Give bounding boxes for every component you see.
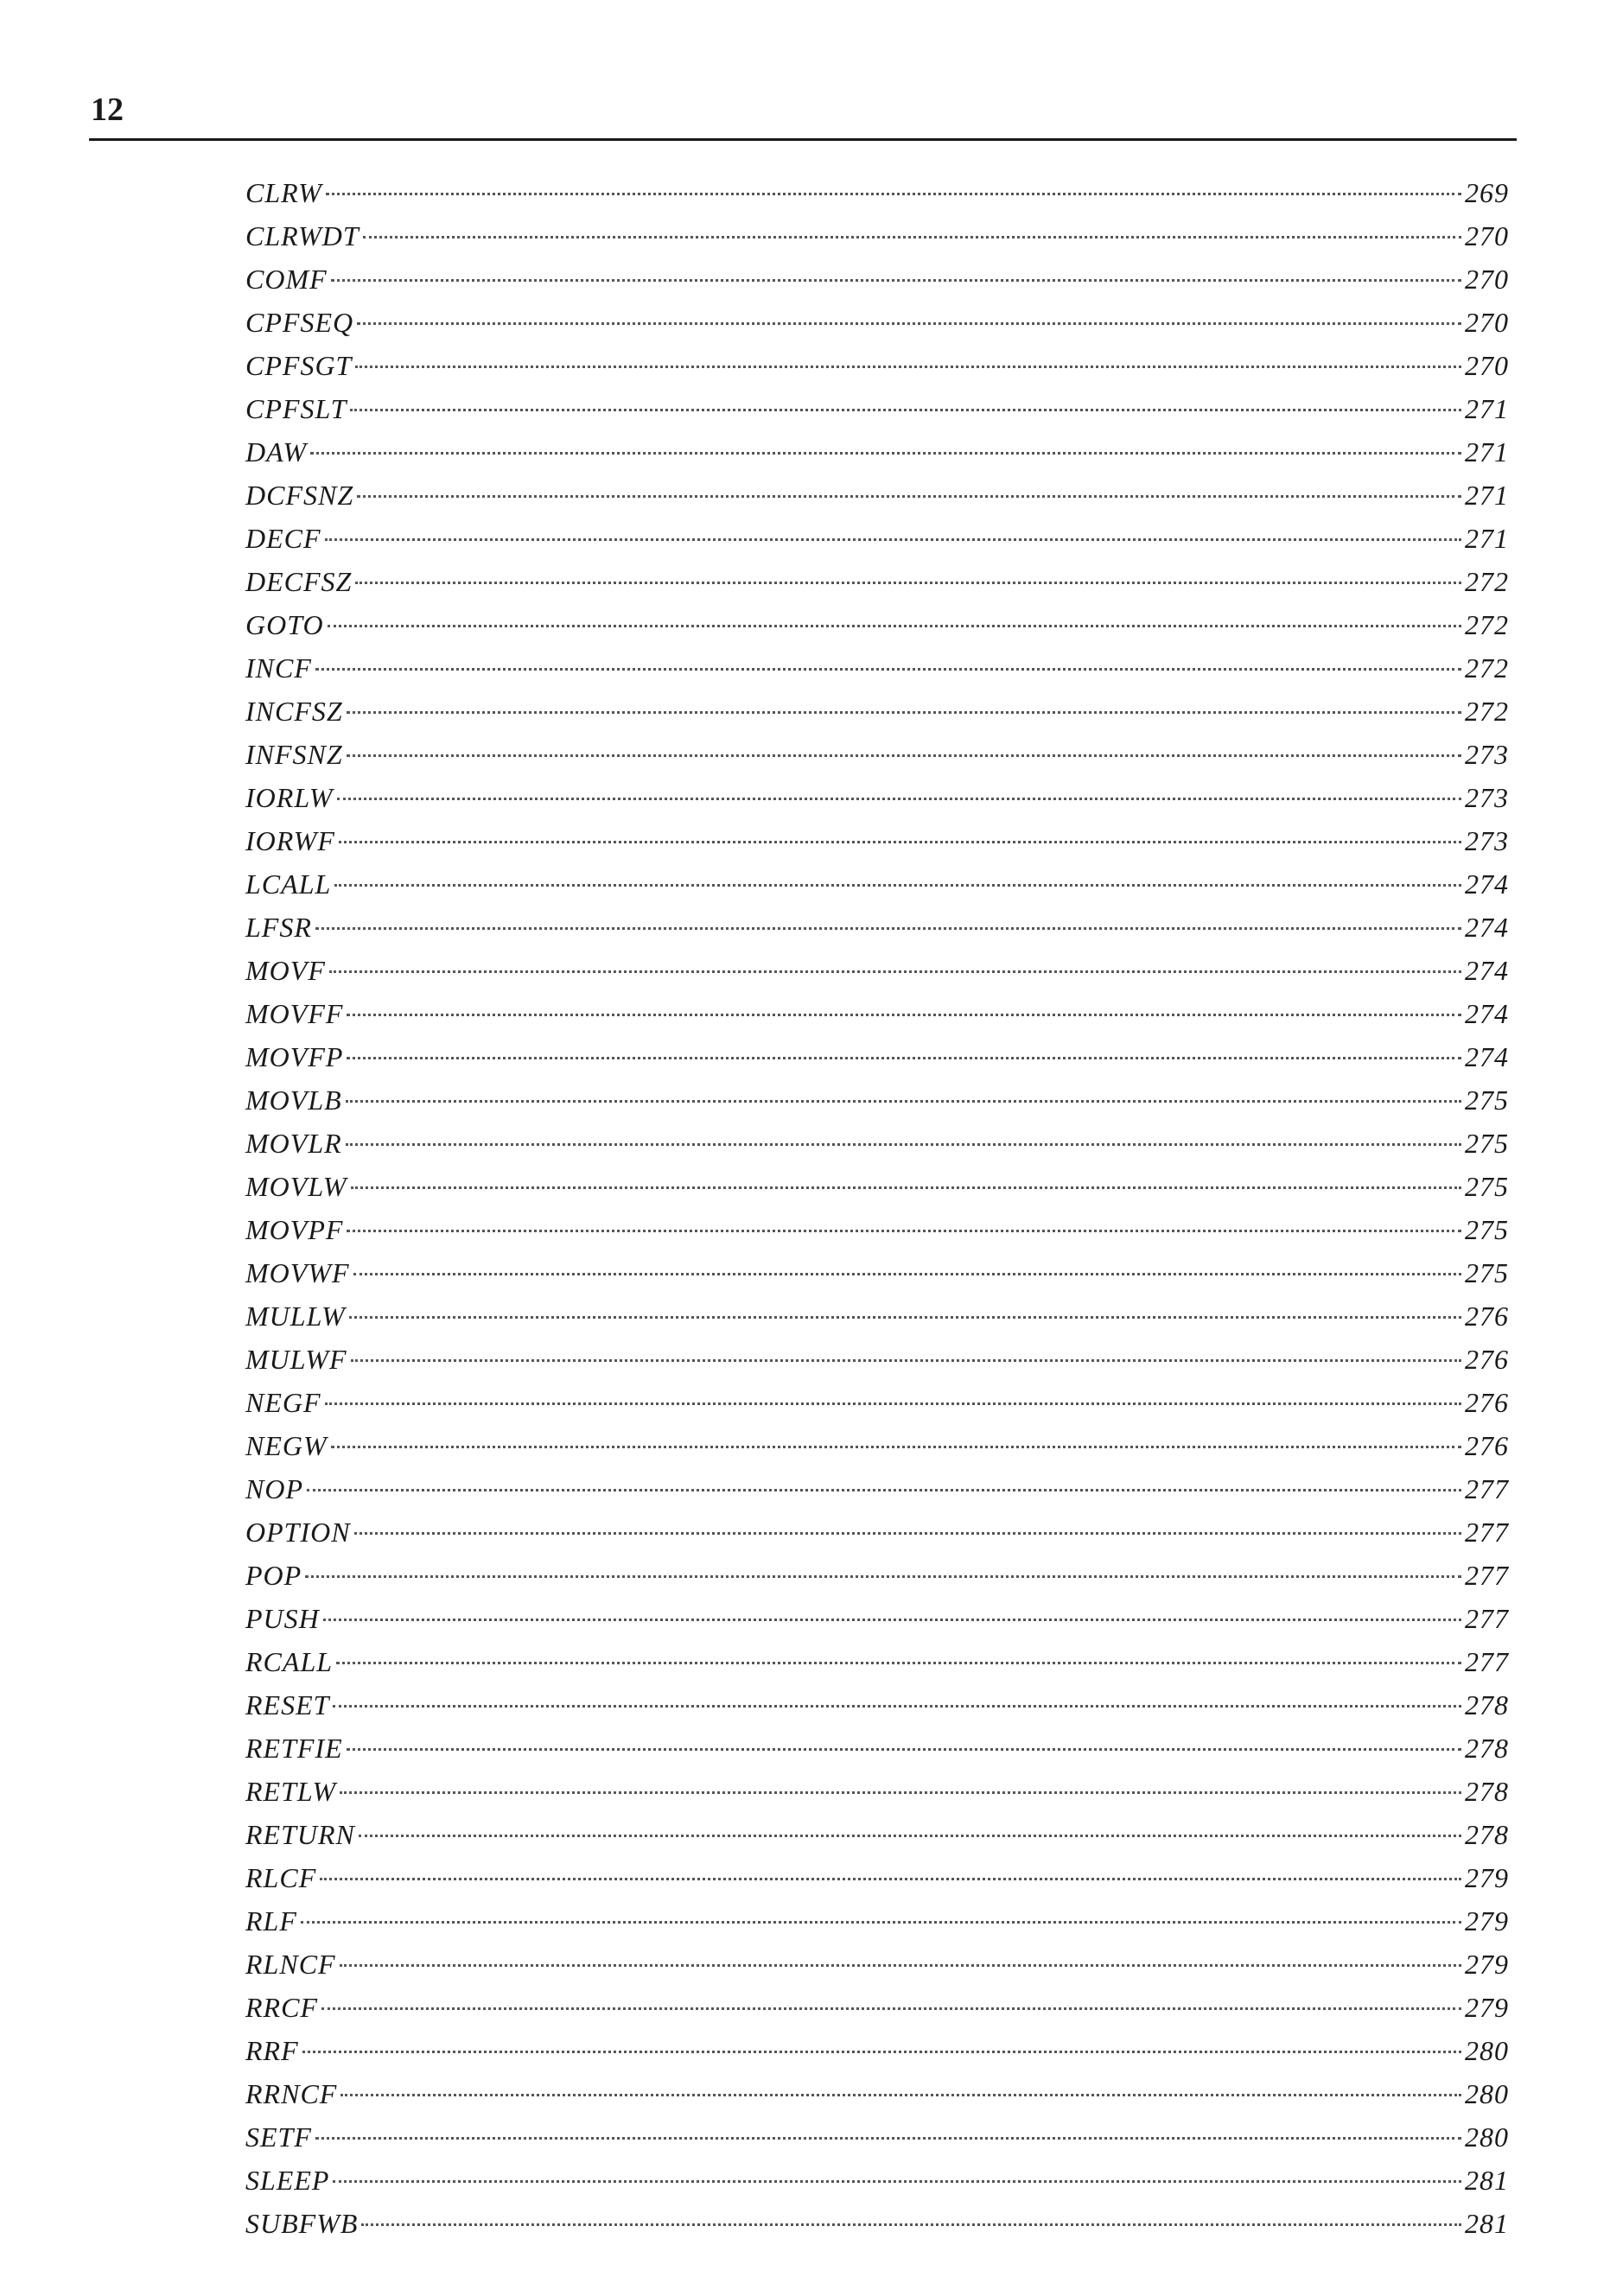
toc-entry <box>245 1770 1509 1813</box>
toc-entry-name: DCFSNZ <box>245 480 354 511</box>
toc-entry <box>245 1511 1509 1554</box>
toc-entry-name: LFSR <box>245 912 312 943</box>
toc-entry-name: COMF <box>245 264 328 295</box>
toc-entry-name: RRCF <box>245 1992 318 2023</box>
toc-entry-name: NEGW <box>245 1430 328 1461</box>
toc-entry-name: OPTION <box>245 1517 351 1548</box>
toc-entry <box>245 387 1509 430</box>
toc-entry-name: DAW <box>245 436 308 467</box>
toc-entry-page: 280 <box>1465 2121 1509 2153</box>
toc-entry-name: MULLW <box>245 1301 346 1332</box>
dot-leader <box>340 2094 1461 2096</box>
toc-entry-page: 276 <box>1465 1344 1509 1375</box>
toc-entry-name: CPFSLT <box>245 393 347 424</box>
dot-leader <box>320 1878 1461 1880</box>
toc-entry <box>245 474 1509 517</box>
toc-entry <box>245 2202 1509 2245</box>
toc-entry-name: RETURN <box>245 1819 355 1850</box>
dot-leader <box>340 1791 1461 1794</box>
dot-leader <box>315 927 1461 930</box>
toc-entry <box>245 2159 1509 2202</box>
toc-entry <box>245 1424 1509 1467</box>
dot-leader <box>349 1316 1461 1319</box>
dot-leader <box>337 798 1461 800</box>
toc-entry <box>245 430 1509 474</box>
toc-entry-page: 270 <box>1465 264 1509 295</box>
toc-entry-page: 271 <box>1465 523 1509 554</box>
toc-entry-name: MOVPF <box>245 1214 344 1245</box>
toc-entry <box>245 1208 1509 1251</box>
dot-leader <box>363 236 1461 239</box>
toc-entry <box>245 862 1509 906</box>
toc-entry-page: 278 <box>1465 1776 1509 1807</box>
dot-leader <box>340 1964 1461 1967</box>
toc-entry-page: 274 <box>1465 912 1509 943</box>
toc-entry-name: RCALL <box>245 1646 334 1677</box>
toc-entry-page: 276 <box>1465 1387 1509 1418</box>
toc-entry-page: 279 <box>1465 1905 1509 1937</box>
toc-entry-name: RLNCF <box>245 1949 336 1980</box>
dot-leader <box>347 1057 1461 1059</box>
toc-entry-page: 276 <box>1465 1430 1509 1461</box>
toc-entry-page: 277 <box>1465 1560 1509 1591</box>
dot-leader <box>301 1921 1461 1924</box>
toc-entry-name: MOVLB <box>245 1084 342 1116</box>
toc-entry-page: 272 <box>1465 609 1509 640</box>
dot-leader <box>347 754 1461 757</box>
toc-entry-name: SETF <box>245 2121 312 2153</box>
toc-entry-page: 277 <box>1465 1473 1509 1504</box>
dot-leader <box>339 841 1461 843</box>
toc-entry <box>245 1338 1509 1381</box>
dot-leader <box>347 1014 1461 1016</box>
toc-entry <box>245 1294 1509 1338</box>
toc-entry-name: MOVLW <box>245 1171 347 1202</box>
toc-entry <box>245 1640 1509 1683</box>
toc-entry-name: RESET <box>245 1689 330 1720</box>
toc-entry-page: 271 <box>1465 480 1509 511</box>
toc-entry-page: 272 <box>1465 696 1509 727</box>
toc-entry <box>245 776 1509 819</box>
toc-entry-name: RRNCF <box>245 2078 338 2109</box>
toc-entry <box>245 733 1509 776</box>
toc-entry <box>245 560 1509 603</box>
toc-entry-name: GOTO <box>245 609 324 640</box>
toc-entry-page: 273 <box>1465 739 1509 770</box>
dot-leader <box>310 452 1461 455</box>
toc-entry <box>245 1813 1509 1856</box>
toc-entry-name: RETLW <box>245 1776 337 1807</box>
toc-entry <box>245 1986 1509 2029</box>
toc-entry <box>245 344 1509 387</box>
toc-entry <box>245 906 1509 949</box>
dot-leader <box>361 2223 1461 2226</box>
dot-leader <box>325 1402 1461 1405</box>
toc-entry-name: IORLW <box>245 782 334 813</box>
toc-entry <box>245 1078 1509 1122</box>
dot-leader <box>359 1835 1461 1837</box>
toc-entry-page: 278 <box>1465 1689 1509 1720</box>
toc-entry-page: 278 <box>1465 1819 1509 1850</box>
toc-entry-name: MOVLR <box>245 1128 342 1159</box>
toc-entry <box>245 1856 1509 1899</box>
toc-entry-page: 280 <box>1465 2078 1509 2109</box>
dot-leader <box>346 1143 1461 1146</box>
dot-leader <box>334 884 1461 887</box>
toc-entry-page: 274 <box>1465 955 1509 986</box>
toc-entry <box>245 171 1509 214</box>
toc-entry-page: 277 <box>1465 1646 1509 1677</box>
toc-entry-page: 272 <box>1465 566 1509 597</box>
dot-leader <box>357 495 1461 498</box>
dot-leader <box>353 1273 1461 1275</box>
toc-entry-name: CPFSGT <box>245 350 353 381</box>
toc-entry <box>245 517 1509 560</box>
dot-leader <box>328 625 1461 627</box>
toc-entry-page: 277 <box>1465 1517 1509 1548</box>
dot-leader <box>331 1446 1461 1448</box>
toc-entry <box>245 1943 1509 1986</box>
toc-entry <box>245 1727 1509 1770</box>
toc-entry-page: 275 <box>1465 1171 1509 1202</box>
toc-entry-name: RLCF <box>245 1862 317 1893</box>
toc-entry <box>245 258 1509 301</box>
toc-entry <box>245 992 1509 1035</box>
toc-entry-page: 279 <box>1465 1992 1509 2023</box>
toc-entry-name: DECF <box>245 523 321 554</box>
toc-entry-name: CPFSEQ <box>245 307 354 338</box>
toc-entry-name: CLRW <box>245 177 322 208</box>
toc-entry <box>245 1467 1509 1511</box>
dot-leader <box>305 1575 1461 1578</box>
dot-leader <box>347 1748 1461 1751</box>
toc-entry-page: 274 <box>1465 998 1509 1029</box>
dot-leader <box>323 1619 1461 1621</box>
toc-entry-page: 275 <box>1465 1084 1509 1116</box>
toc-entry-page: 270 <box>1465 307 1509 338</box>
toc-entry-name: POP <box>245 1560 302 1591</box>
dot-leader <box>315 2137 1461 2140</box>
toc-entry-name: MOVF <box>245 955 326 986</box>
toc-entry-page: 270 <box>1465 220 1509 251</box>
toc-entry-name: RRF <box>245 2035 299 2066</box>
toc-entry <box>245 1035 1509 1078</box>
toc-entry-page: 272 <box>1465 652 1509 684</box>
toc-entry <box>245 2115 1509 2159</box>
toc-entry <box>245 603 1509 646</box>
toc-entry-page: 275 <box>1465 1214 1509 1245</box>
dot-leader <box>325 538 1461 541</box>
toc-entry <box>245 1165 1509 1208</box>
toc-entry-page: 277 <box>1465 1603 1509 1634</box>
dot-leader <box>333 1705 1461 1708</box>
toc-entry <box>245 646 1509 690</box>
toc-entry-page: 271 <box>1465 436 1509 467</box>
toc-entry-page: 278 <box>1465 1733 1509 1764</box>
toc-entry <box>245 1597 1509 1640</box>
toc-entry <box>245 214 1509 258</box>
toc-entry <box>245 690 1509 733</box>
toc-entry-page: 273 <box>1465 825 1509 856</box>
toc-entry-page: 269 <box>1465 177 1509 208</box>
toc-entry <box>245 2029 1509 2072</box>
toc-entry-page: 276 <box>1465 1301 1509 1332</box>
toc-entry-page: 281 <box>1465 2165 1509 2196</box>
dot-leader <box>333 2180 1461 2183</box>
toc-entry-name: INFSNZ <box>245 739 343 770</box>
toc-entry-name: MULWF <box>245 1344 347 1375</box>
toc-entry-name: NEGF <box>245 1387 321 1418</box>
dot-leader <box>302 2051 1461 2053</box>
dot-leader <box>347 1230 1461 1232</box>
toc-entry <box>245 949 1509 992</box>
toc-entry-name: DECFSZ <box>245 566 353 597</box>
dot-leader <box>350 409 1461 411</box>
toc-entry <box>245 1122 1509 1165</box>
toc-entry <box>245 1683 1509 1727</box>
toc-entry-page: 271 <box>1465 393 1509 424</box>
toc-entry-page: 273 <box>1465 782 1509 813</box>
toc-entry-page: 281 <box>1465 2208 1509 2239</box>
toc-entry-name: MOVFF <box>245 998 344 1029</box>
toc-entry-page: 275 <box>1465 1128 1509 1159</box>
dot-leader <box>354 1532 1461 1535</box>
dot-leader <box>355 366 1461 368</box>
toc-entry <box>245 1251 1509 1294</box>
dot-leader <box>336 1662 1461 1664</box>
dot-leader <box>315 668 1461 671</box>
dot-leader <box>321 2007 1461 2010</box>
toc-entry <box>245 301 1509 344</box>
dot-leader <box>351 1359 1461 1362</box>
toc-entry-page: 274 <box>1465 1041 1509 1072</box>
toc-entry-name: INCFSZ <box>245 696 343 727</box>
dot-leader <box>307 1489 1461 1491</box>
toc-entry-name: RETFIE <box>245 1733 343 1764</box>
toc-entry-page: 275 <box>1465 1257 1509 1288</box>
toc-entry-name: MOVFP <box>245 1041 344 1072</box>
toc-entry-name: IORWF <box>245 825 335 856</box>
dot-leader <box>355 582 1461 584</box>
toc-entry <box>245 1381 1509 1424</box>
toc-entry-name: CLRWDT <box>245 220 360 251</box>
dot-leader <box>351 1186 1461 1189</box>
toc-entry <box>245 819 1509 862</box>
toc-entry-page: 279 <box>1465 1862 1509 1893</box>
page-number: 12 <box>91 92 124 128</box>
dot-leader <box>329 970 1461 973</box>
dot-leader <box>347 711 1461 714</box>
toc-entry-name: SUBFWB <box>245 2208 359 2239</box>
toc-entry-name: NOP <box>245 1473 303 1504</box>
toc-entry-name: LCALL <box>245 868 332 900</box>
toc-entry-page: 280 <box>1465 2035 1509 2066</box>
dot-leader <box>331 279 1461 282</box>
toc-entry-page: 274 <box>1465 868 1509 900</box>
dot-leader <box>326 193 1461 195</box>
toc-entry-name: RLF <box>245 1905 297 1937</box>
toc-entry-name: PUSH <box>245 1603 320 1634</box>
toc-entry-page: 279 <box>1465 1949 1509 1980</box>
toc-entry <box>245 1554 1509 1597</box>
toc-entry <box>245 1899 1509 1943</box>
toc-entry <box>245 2072 1509 2115</box>
table-of-contents <box>245 171 1509 2245</box>
dot-leader <box>357 322 1461 325</box>
dot-leader <box>346 1100 1461 1103</box>
header-rule <box>89 138 1517 141</box>
toc-entry-page: 270 <box>1465 350 1509 381</box>
toc-entry-name: INCF <box>245 652 312 684</box>
toc-entry-name: SLEEP <box>245 2165 330 2196</box>
toc-entry-name: MOVWF <box>245 1257 350 1288</box>
